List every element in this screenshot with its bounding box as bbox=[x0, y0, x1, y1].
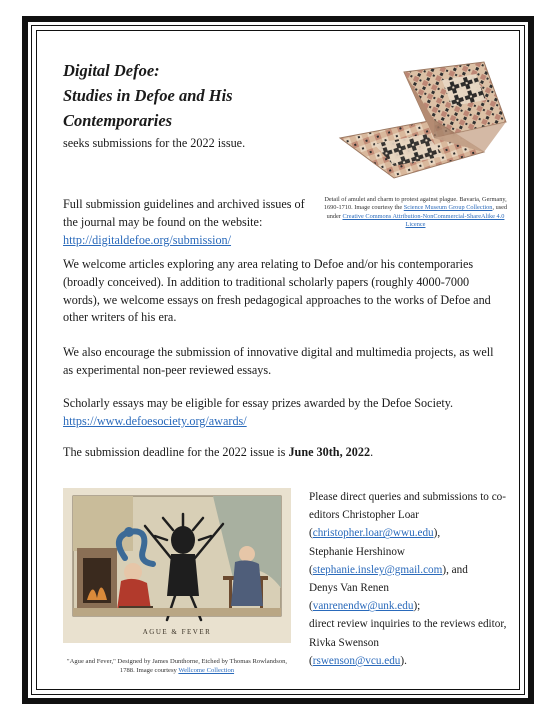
articles-paragraph: We welcome articles exploring any area relating to Defoe and/or his contemporaries (broadly conceived). In addition to traditional scholarly papers (roughly 4000-7000 words), we welcome essays on fresh pedagogical approaches to the works of Defoe and other writers of his era. bbox=[63, 257, 491, 325]
amulet-caption bbox=[318, 196, 513, 230]
guidelines-block bbox=[63, 195, 308, 249]
email-denys-van-renen[interactable]: vanrenendw@unk.edu bbox=[312, 600, 414, 613]
email-christopher-loar[interactable]: christopher.loar@wwu.edu bbox=[312, 527, 434, 540]
essay-prizes-text: Scholarly essays may be eligible for essay prizes awarded by the Defoe Society. bbox=[63, 396, 454, 410]
title-block bbox=[63, 58, 293, 152]
ague-title-text: AGUE & FEVER bbox=[142, 628, 212, 636]
amulet-caption-text: Detail of amulet and charm to protest against plague. Bavaria, Germany, 1690-1710. Image courtesy the bbox=[323, 196, 507, 212]
essay-prizes-paragraph bbox=[63, 395, 498, 431]
journal-title-line-3: Contemporaries bbox=[63, 111, 173, 130]
contact-after-3: ); bbox=[413, 600, 421, 613]
email-rivka-swenson[interactable]: rswenson@vcu.edu bbox=[312, 654, 401, 667]
amulet-caption-mid: , used under bbox=[326, 204, 508, 220]
creative-commons-link[interactable]: Creative Commons Attribution-NonCommercial-ShareAlike 4.0 Licence bbox=[342, 212, 505, 229]
contact-block: Please direct queries and submissions to co-editors Christopher Loar (christopher.loar@wwu.edu), Stephanie Hershinow (stephanie.insley@gmail.com), and Denys Van Renen (vanrenendw@unk.edu); direct review inquiries to the reviews editor, Rivka Swenson (rswenson@vcu.edu). bbox=[309, 491, 507, 667]
deadline-date: June 30th, 2022 bbox=[288, 445, 371, 459]
guidelines-text: Full submission guidelines and archived issues of the journal may be found on the website: bbox=[63, 197, 305, 229]
contact-intro: Please direct queries and submissions to co-editors Christopher Loar bbox=[309, 491, 506, 522]
ague-caption-text: "Ague and Fever," Designed by James Dunthorne, Etched by Thomas Rowlandson, 1788. Image courtesy bbox=[66, 658, 288, 674]
contact-after-1: , bbox=[437, 527, 441, 540]
awards-url-link[interactable]: https://www.defoesociety.org/awards/ bbox=[63, 413, 247, 428]
contact-reviews: direct review inquiries to the reviews editor, Rivka Swenson bbox=[309, 618, 507, 649]
submission-url-link[interactable]: http://digitaldefoe.org/submission/ bbox=[63, 233, 232, 247]
deadline-prefix: The submission deadline for the 2022 issue is bbox=[63, 445, 289, 459]
email-stephanie-hershinow[interactable]: stephanie.insley@gmail.com bbox=[312, 563, 443, 576]
contact-after-4: ). bbox=[400, 654, 407, 667]
deadline-suffix: . bbox=[370, 445, 374, 459]
deadline-paragraph bbox=[63, 444, 498, 462]
journal-title-line-2: Studies in Defoe and His bbox=[63, 86, 233, 105]
contact-name-2: Stephanie Hershinow bbox=[309, 545, 406, 558]
amulet-image bbox=[334, 60, 512, 182]
ague-and-fever-image bbox=[63, 488, 291, 643]
intro-text: seeks submissions for the 2022 issue. bbox=[63, 136, 246, 150]
wellcome-collection-link[interactable]: Wellcome Collection bbox=[178, 667, 235, 674]
contact-after-2: , and bbox=[446, 563, 468, 576]
journal-title-line-1: Digital Defoe: bbox=[63, 61, 160, 80]
contact-name-3: Denys Van Renen bbox=[309, 582, 389, 595]
ague-caption bbox=[63, 657, 291, 675]
digital-projects-paragraph: We also encourage the submission of innovative digital and multimedia projects, as well as experimental non-peer reviewed essays. bbox=[63, 345, 494, 377]
science-museum-link[interactable]: Science Museum Group Collection bbox=[403, 204, 493, 212]
